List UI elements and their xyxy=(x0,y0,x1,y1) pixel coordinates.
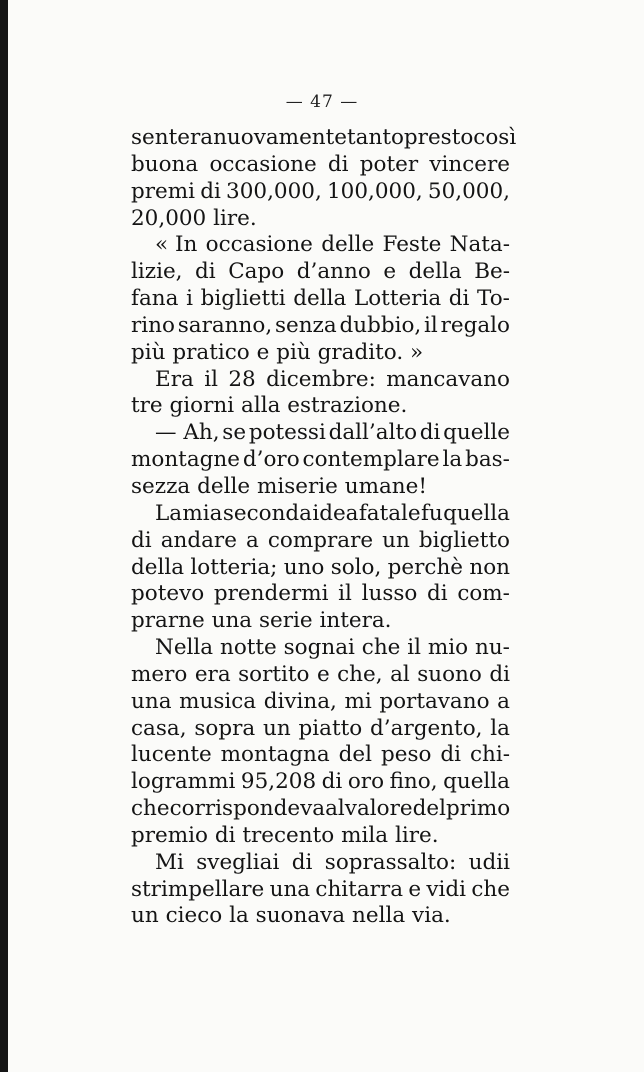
word: una xyxy=(131,688,172,714)
word: corrispondeva xyxy=(169,796,326,822)
word: lire. xyxy=(213,205,257,231)
word: di xyxy=(489,661,510,687)
text-line xyxy=(131,689,510,716)
word: regalo xyxy=(440,312,510,338)
word: prarne xyxy=(131,608,205,634)
word: rino xyxy=(131,312,175,338)
word: estrazione. xyxy=(287,393,408,419)
word: mia xyxy=(182,500,223,526)
word: il xyxy=(424,312,438,338)
binding-edge xyxy=(0,0,8,1072)
word: 28 xyxy=(228,366,256,392)
word: al xyxy=(325,796,345,822)
word: di xyxy=(131,527,152,553)
word: via. xyxy=(412,903,451,929)
text-line xyxy=(131,850,510,877)
word: « In xyxy=(155,232,198,258)
word: d’argento, xyxy=(370,715,483,741)
word: pratico xyxy=(172,339,250,365)
word: di xyxy=(427,581,448,607)
word: e xyxy=(256,339,270,365)
word: della xyxy=(131,554,185,580)
word: comprare xyxy=(267,527,374,553)
word: svegliai xyxy=(196,849,280,875)
word: d’oro xyxy=(242,447,300,473)
word: uno xyxy=(283,554,325,580)
word: — Ah, xyxy=(155,420,220,446)
word: così xyxy=(473,125,517,150)
word: 300,000, xyxy=(226,178,322,204)
word: poter xyxy=(359,151,419,177)
word: i xyxy=(186,286,193,312)
word: Nata- xyxy=(449,232,510,258)
text-line xyxy=(131,528,510,555)
word: mio xyxy=(427,635,469,661)
word: fana xyxy=(131,286,179,312)
text-line xyxy=(131,340,510,367)
word: portavano xyxy=(379,688,490,714)
word: di xyxy=(200,178,221,204)
text-line xyxy=(131,313,510,340)
word: premi xyxy=(131,178,196,204)
word: d’anno xyxy=(296,259,371,285)
word: suonava xyxy=(255,903,346,929)
word: To- xyxy=(477,286,510,312)
word: al xyxy=(390,661,410,687)
word: peso xyxy=(380,742,432,768)
word: che xyxy=(471,876,510,902)
word: strimpellare xyxy=(131,876,265,902)
word: premio xyxy=(131,822,208,848)
word: prendermi xyxy=(213,581,329,607)
word: Era xyxy=(155,366,194,392)
word: della xyxy=(293,286,347,312)
word: chi- xyxy=(469,742,510,768)
text-line xyxy=(131,206,510,233)
word: idea xyxy=(312,500,359,526)
word: occasione xyxy=(209,151,317,177)
word: fu xyxy=(420,500,443,526)
text-line xyxy=(131,420,510,447)
text-line xyxy=(131,125,517,152)
word: casa, xyxy=(131,715,187,741)
word: potessi xyxy=(248,420,326,446)
word: la xyxy=(442,447,463,473)
word: umane! xyxy=(344,473,427,499)
text-line xyxy=(131,608,510,635)
word: di xyxy=(327,151,349,177)
word: più xyxy=(276,339,311,365)
word: tre xyxy=(131,393,163,419)
word: la xyxy=(490,715,510,741)
word: La xyxy=(155,500,183,526)
word: nella xyxy=(352,903,406,929)
word: saranno, xyxy=(177,312,273,338)
word: logrammi xyxy=(131,769,236,795)
text-line xyxy=(131,742,510,769)
word: dicembre: xyxy=(266,366,376,392)
word: che xyxy=(131,796,170,822)
word: di xyxy=(195,259,216,285)
word: senza xyxy=(274,312,337,338)
word: fatale xyxy=(358,500,421,526)
word: occasione xyxy=(205,232,313,258)
word: andare xyxy=(160,527,237,553)
word: sopra xyxy=(194,715,256,741)
text-line xyxy=(131,179,510,206)
text-line xyxy=(131,367,510,394)
word: a xyxy=(497,688,510,714)
word: vidi xyxy=(426,876,467,902)
word: serie xyxy=(258,608,313,634)
text-line xyxy=(131,903,510,930)
word: lucente xyxy=(131,742,212,768)
text-line xyxy=(131,447,510,474)
word: potevo xyxy=(131,581,205,607)
word: piatto xyxy=(298,715,363,741)
word: più xyxy=(131,339,166,365)
word: soprassalto: xyxy=(324,849,457,875)
word: com- xyxy=(457,581,510,607)
text-line xyxy=(131,152,510,179)
word: udii xyxy=(468,849,510,875)
word: e xyxy=(316,661,330,687)
word: solo, xyxy=(330,554,382,580)
word: intera. xyxy=(319,608,392,634)
text-line xyxy=(131,716,510,743)
word: un xyxy=(263,715,291,741)
word: sortito xyxy=(238,661,310,687)
text-line xyxy=(131,555,510,582)
word: una xyxy=(269,876,311,902)
word: sentera xyxy=(131,125,214,150)
word: di xyxy=(419,420,441,446)
word: il xyxy=(204,366,218,392)
word: cieco xyxy=(165,903,223,929)
word: presto xyxy=(403,125,474,150)
word: lotteria; xyxy=(190,554,278,580)
word: buona xyxy=(131,151,199,177)
word: e xyxy=(383,259,397,285)
body-text xyxy=(131,125,517,930)
word: che xyxy=(361,635,401,661)
word: bas- xyxy=(465,447,510,473)
word: miserie xyxy=(256,473,338,499)
word: non xyxy=(469,554,510,580)
word: vincere xyxy=(429,151,510,177)
word: lizie, xyxy=(131,259,183,285)
word: Nella xyxy=(155,635,214,661)
word: mi xyxy=(344,688,372,714)
text-line xyxy=(131,769,510,796)
word: una xyxy=(211,608,253,634)
word: tanto xyxy=(347,125,404,150)
word: lire. xyxy=(394,822,439,848)
word: del xyxy=(412,796,446,822)
text-line xyxy=(131,501,510,528)
text-line xyxy=(131,823,510,850)
word: Capo xyxy=(228,259,285,285)
word: Feste xyxy=(382,232,442,258)
word: Be- xyxy=(474,259,510,285)
word: contemplare xyxy=(302,447,440,473)
word: gradito. » xyxy=(317,339,424,365)
text-line xyxy=(131,474,510,501)
word: un xyxy=(382,527,410,553)
word: di xyxy=(321,769,343,795)
word: trecento xyxy=(242,822,335,848)
word: giorni xyxy=(169,393,235,419)
word: valore xyxy=(344,796,413,822)
word: della xyxy=(408,259,462,285)
text-line xyxy=(131,635,510,662)
word: suono xyxy=(417,661,482,687)
word: divina, xyxy=(263,688,337,714)
text-line xyxy=(131,662,510,689)
word: musica xyxy=(179,688,257,714)
word: mero xyxy=(131,661,188,687)
word: fino, xyxy=(389,769,438,795)
text-line xyxy=(131,796,510,823)
word: oro xyxy=(347,769,385,795)
text-line xyxy=(131,232,510,259)
word: che, xyxy=(337,661,383,687)
word: Mi xyxy=(155,849,184,875)
text-line xyxy=(131,581,510,608)
word: delle xyxy=(321,232,375,258)
word: lusso xyxy=(361,581,418,607)
text-line xyxy=(131,393,510,420)
word: dubbio, xyxy=(339,312,422,338)
word: Lotteria xyxy=(353,286,442,312)
word: quelle xyxy=(443,420,510,446)
word: sezza xyxy=(131,473,191,499)
word: il xyxy=(338,581,352,607)
word: un xyxy=(131,903,159,929)
text-line xyxy=(131,259,510,286)
word: chitarra xyxy=(315,876,404,902)
word: nuovamente xyxy=(213,125,348,150)
word: a xyxy=(245,527,259,553)
word: perchè xyxy=(387,554,464,580)
word: il xyxy=(407,635,422,661)
page-number: — 47 — xyxy=(285,92,359,112)
text-line xyxy=(131,286,510,313)
word: 50,000, xyxy=(427,178,510,204)
word: di xyxy=(448,286,470,312)
word: del xyxy=(338,742,373,768)
word: 20,000 xyxy=(131,205,207,231)
word: primo xyxy=(445,796,511,822)
word: alla xyxy=(241,393,281,419)
word: se xyxy=(222,420,247,446)
word: mila xyxy=(341,822,389,848)
word: di xyxy=(291,849,313,875)
word: dall’alto xyxy=(328,420,418,446)
word: 100,000, xyxy=(326,178,423,204)
word: e xyxy=(408,876,422,902)
word: la xyxy=(229,903,249,929)
word: 95,208 xyxy=(240,769,317,795)
word: biglietto xyxy=(418,527,510,553)
text-line xyxy=(131,877,510,904)
word: seconda xyxy=(222,500,312,526)
word: quella xyxy=(443,500,510,526)
word: notte xyxy=(219,635,277,661)
word: sognai xyxy=(283,635,355,661)
word: montagne xyxy=(131,447,240,473)
word: quella xyxy=(443,769,510,795)
word: delle xyxy=(197,473,251,499)
word: era xyxy=(194,661,231,687)
word: nu- xyxy=(474,635,510,661)
word: montagna xyxy=(220,742,330,768)
word: mancavano xyxy=(386,366,510,392)
word: di xyxy=(440,742,462,768)
word: di xyxy=(214,822,236,848)
word: biglietti xyxy=(200,286,286,312)
